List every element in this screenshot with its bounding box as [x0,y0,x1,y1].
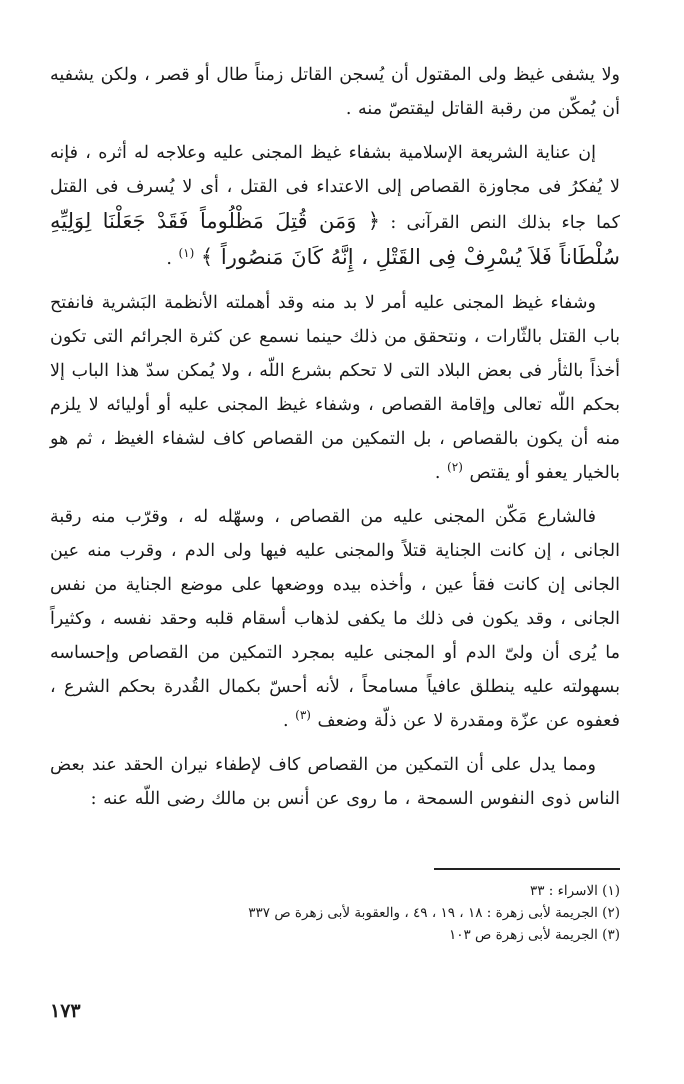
paragraph-3-text: وشفاء غيظ المجنى عليه أمر لا بد منه وقد أهملته الأنظمة البَشرية فانفتح باب القتل بالثّارات ، ونتحقق من ذلك حينما نسمع عن كثرة الجرائم التى تكون أخذاً بالثأر فى بعض البلاد التى لا تحكم بشرع اللّه ، ولا يُمكن سدّ هذا الباب إلا بحكم اللّه تعالى وإقامة القصاص ، وشفاء غيظ المجنى عليه أو أوليائه لا يلزم منه أن يكون بالقصاص ، بل التمكين من القصاص كاف لشفاء الغيظ ، ثم هو بالخيار يعفو أو يقتص [50,293,620,483]
paragraph-4 [50,500,620,738]
paragraph-2-text: إن عناية الشريعة الإسلامية بشفاء غيظ المجنى عليه وعلاجه له أثره ، فإنه لا يُفكرُ فى مجاوزة القصاص إلى الاعتداء فى القتل ، أى لا يُسرف فى القتل كما جاء بذلك النص القرآنى : [50,143,620,233]
quran-verse: ﴿ وَمَن قُتِلَ مَظْلُوماً فَقَدْ جَعَلْنَا لِوَلِيِّهِ سُلْطَاناً فَلاَ يُسْرِفْ فِى القَتْلِ ، إِنَّهُ كَانَ مَنصُوراً ﴾ [50,209,620,269]
footnotes [50,880,620,946]
footnote-ref-1: (١) [178,246,195,261]
paragraph-4-end: . [282,711,289,731]
paragraph-1-text: ولا يشفى غيظ ولى المقتول أن يُسجن القاتل زمناً طال أو قصر ، ولكن يشفيه أن يُمكّن من رقبة القاتل ليقتصّ منه . [50,65,620,119]
paragraph-3 [50,286,620,490]
paragraph-5-text: ومما يدل على أن التمكين من القصاص كاف لإطفاء نيران الحقد عند بعض الناس ذوى النفوس السمحة ، ما روى عن أنس بن مالك رضى اللّه عنه : [50,755,620,809]
paragraph-4-text: فالشارع مَكّن المجنى عليه من القصاص ، وسهّله له ، وقرّب منه رقبة الجانى ، إن كانت الجناية قتلاً والمجنى عليه فيها ولى الدم ، وقرب منه عين الجانى إن كانت فقأ عين ، وأخذه بيده ووضعها على موضع الجناية من نفس الجانى ، وقد يكون فى ذلك ما يكفى لذهاب أسقام قلبه وحقد نفسه ، وكثيراً ما يُرى أن ولىّ الدم أو المجنى عليه بمجرد التمكين من القصاص وإحساسه بسهولته عليه ينطلق عافياً مسامحاً ، لأنه أحسّ بكمال القُدرة بحكم الشرع ، فعفوه عن عزّة ومقدرة لا عن ذلّة وضعف [50,507,620,731]
footnote-ref-3: (٣) [295,708,311,723]
paragraph-1 [50,58,620,126]
page-number: ١٧٣ [50,1000,81,1022]
paragraph-2 [50,136,620,276]
paragraph-3-end: . [434,463,441,483]
footnote-1: (١) الاسراء : ٣٣ [529,883,620,899]
footnote-ref-2: (٢) [447,460,463,475]
footnote-divider [434,868,620,870]
paragraph-2-end: . [166,249,172,269]
paragraph-5 [50,748,620,816]
footnote-3: (٣) الجريمة لأبى زهرة ص ١٠٣ [448,927,620,943]
footnote-2: (٢) الجريمة لأبى زهرة : ١٨ ، ١٩ ، ٤٩ ، والعقوبة لأبى زهرة ص ٣٣٧ [248,905,620,921]
